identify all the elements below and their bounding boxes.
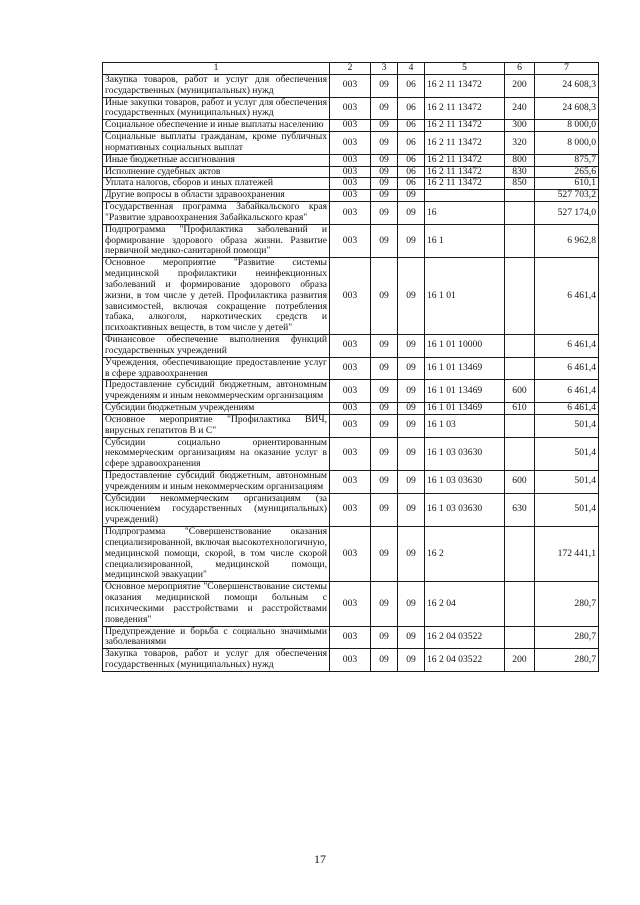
table-row — [103, 132, 599, 155]
header-cell: 4 — [398, 63, 425, 75]
table-row — [103, 380, 599, 403]
item-name-cell: Основное мероприятие "Развитие системы медицинской профилактики неинфекционных заболеваний и формирование здорового образа жизни, в том числе у детей. Профилактика развития зависимостей, включая сокращение потребления табака, алкоголя, наркотических средств и психоактивных веществ, в том числе у детей" — [103, 258, 330, 335]
amount-cell: 24 608,3 — [535, 75, 599, 98]
subsection-code-cell: 09 — [398, 335, 425, 358]
ministry-code-cell: 003 — [330, 649, 371, 672]
section-code-cell: 09 — [371, 97, 398, 120]
section-code-cell: 09 — [371, 224, 398, 257]
amount-cell: 6 461,4 — [535, 258, 599, 335]
table-row — [103, 357, 599, 380]
target-article-cell: 16 1 03 03630 — [425, 493, 505, 526]
table-row — [103, 166, 599, 178]
target-article-cell: 16 2 04 — [425, 582, 505, 626]
ministry-code-cell: 003 — [330, 190, 371, 202]
item-name-cell: Иные бюджетные ассигнования — [103, 154, 330, 166]
subsection-code-cell: 09 — [398, 190, 425, 202]
expense-type-cell: 630 — [505, 493, 535, 526]
expense-type-cell: 240 — [505, 97, 535, 120]
ministry-code-cell: 003 — [330, 414, 371, 437]
subsection-code-cell: 09 — [398, 258, 425, 335]
subsection-code-cell: 09 — [398, 626, 425, 649]
table-row — [103, 470, 599, 493]
section-code-cell: 09 — [371, 470, 398, 493]
item-name-cell: Подпрограмма "Совершенствование оказания специализированной, включая высокотехнологичную, медицинской помощи, скорой, в том числе скорой специализированной, медицинской помощи, медицинской эвакуации" — [103, 527, 330, 582]
header-cell: 2 — [330, 63, 371, 75]
item-name-cell: Социальные выплаты гражданам, кроме публичных нормативных социальных выплат — [103, 132, 330, 155]
target-article-cell: 16 2 11 13472 — [425, 154, 505, 166]
section-code-cell: 09 — [371, 403, 398, 415]
section-code-cell: 09 — [371, 357, 398, 380]
expense-type-cell — [505, 258, 535, 335]
subsection-code-cell: 09 — [398, 414, 425, 437]
table-row — [103, 75, 599, 98]
table-row — [103, 649, 599, 672]
amount-cell: 501,4 — [535, 470, 599, 493]
expense-type-cell: 830 — [505, 166, 535, 178]
target-article-cell: 16 1 01 13469 — [425, 380, 505, 403]
target-article-cell: 16 1 01 10000 — [425, 335, 505, 358]
expense-type-cell — [505, 335, 535, 358]
budget-table — [102, 62, 599, 672]
section-code-cell: 09 — [371, 154, 398, 166]
ministry-code-cell: 003 — [330, 380, 371, 403]
section-code-cell: 09 — [371, 120, 398, 132]
expense-type-cell: 610 — [505, 403, 535, 415]
amount-cell: 280,7 — [535, 582, 599, 626]
item-name-cell: Подпрограмма "Профилактика заболеваний и формирование здорового образа жизни. Развитие первичной медико-санитарной помощи" — [103, 224, 330, 257]
section-code-cell: 09 — [371, 527, 398, 582]
ministry-code-cell: 003 — [330, 403, 371, 415]
item-name-cell: Учреждения, обеспечивающие предоставление услуг в сфере здравоохранения — [103, 357, 330, 380]
target-article-cell: 16 2 11 13472 — [425, 132, 505, 155]
target-article-cell: 16 — [425, 202, 505, 225]
item-name-cell: Предоставление субсидий бюджетным, автономным учреждениям и иным некоммерческим организациям — [103, 380, 330, 403]
subsection-code-cell: 09 — [398, 202, 425, 225]
subsection-code-cell: 09 — [398, 527, 425, 582]
subsection-code-cell: 09 — [398, 357, 425, 380]
target-article-cell — [425, 190, 505, 202]
item-name-cell: Субсидии некоммерческим организациям (за исключением государственных (муниципальных) учреждений) — [103, 493, 330, 526]
table-row — [103, 154, 599, 166]
amount-cell: 501,4 — [535, 493, 599, 526]
table-row — [103, 335, 599, 358]
table-row — [103, 437, 599, 470]
ministry-code-cell: 003 — [330, 493, 371, 526]
item-name-cell: Социальное обеспечение и иные выплаты населению — [103, 120, 330, 132]
table-row — [103, 202, 599, 225]
item-name-cell: Основное мероприятие "Профилактика ВИЧ, вирусных гепатитов В и С" — [103, 414, 330, 437]
item-name-cell: Другие вопросы в области здравоохранения — [103, 190, 330, 202]
section-code-cell: 09 — [371, 132, 398, 155]
item-name-cell: Закупка товаров, работ и услуг для обеспечения государственных (муниципальных) нужд — [103, 75, 330, 98]
amount-cell: 527 703,2 — [535, 190, 599, 202]
expense-type-cell — [505, 437, 535, 470]
target-article-cell: 16 2 11 13472 — [425, 75, 505, 98]
item-name-cell: Закупка товаров, работ и услуг для обеспечения государственных (муниципальных) нужд — [103, 649, 330, 672]
expense-type-cell: 320 — [505, 132, 535, 155]
target-article-cell: 16 2 11 13472 — [425, 120, 505, 132]
ministry-code-cell: 003 — [330, 120, 371, 132]
expense-type-cell — [505, 414, 535, 437]
target-article-cell: 16 1 03 — [425, 414, 505, 437]
ministry-code-cell: 003 — [330, 154, 371, 166]
expense-type-cell — [505, 224, 535, 257]
expense-type-cell — [505, 582, 535, 626]
target-article-cell: 16 2 04 03522 — [425, 649, 505, 672]
target-article-cell: 16 2 11 13472 — [425, 166, 505, 178]
ministry-code-cell: 003 — [330, 582, 371, 626]
expense-type-cell: 600 — [505, 380, 535, 403]
page-number: 17 — [314, 852, 326, 866]
ministry-code-cell: 003 — [330, 166, 371, 178]
section-code-cell: 09 — [371, 414, 398, 437]
expense-type-cell — [505, 626, 535, 649]
amount-cell: 501,4 — [535, 437, 599, 470]
section-code-cell: 09 — [371, 493, 398, 526]
table-row — [103, 178, 599, 190]
section-code-cell: 09 — [371, 75, 398, 98]
amount-cell: 280,7 — [535, 626, 599, 649]
ministry-code-cell: 003 — [330, 470, 371, 493]
table-body — [103, 75, 599, 672]
subsection-code-cell: 06 — [398, 154, 425, 166]
table-row — [103, 403, 599, 415]
ministry-code-cell: 003 — [330, 224, 371, 257]
item-name-cell: Субсидии бюджетным учреждениям — [103, 403, 330, 415]
expense-type-cell: 300 — [505, 120, 535, 132]
table-row — [103, 97, 599, 120]
item-name-cell: Основное мероприятие "Совершенствование системы оказания медицинской помощи больным с психическими расстройствами и расстройствами поведения" — [103, 582, 330, 626]
section-code-cell: 09 — [371, 258, 398, 335]
section-code-cell: 09 — [371, 166, 398, 178]
table-header-row — [103, 63, 599, 75]
section-code-cell: 09 — [371, 649, 398, 672]
ministry-code-cell: 003 — [330, 132, 371, 155]
subsection-code-cell: 09 — [398, 380, 425, 403]
ministry-code-cell: 003 — [330, 357, 371, 380]
target-article-cell: 16 1 01 13469 — [425, 403, 505, 415]
amount-cell: 6 461,4 — [535, 380, 599, 403]
subsection-code-cell: 09 — [398, 493, 425, 526]
table-row — [103, 190, 599, 202]
ministry-code-cell: 003 — [330, 202, 371, 225]
section-code-cell: 09 — [371, 437, 398, 470]
expense-type-cell: 600 — [505, 470, 535, 493]
expense-type-cell: 200 — [505, 75, 535, 98]
header-cell: 5 — [425, 63, 505, 75]
ministry-code-cell: 003 — [330, 97, 371, 120]
amount-cell: 172 441,1 — [535, 527, 599, 582]
subsection-code-cell: 09 — [398, 403, 425, 415]
table-row — [103, 120, 599, 132]
subsection-code-cell: 06 — [398, 178, 425, 190]
subsection-code-cell: 09 — [398, 224, 425, 257]
subsection-code-cell: 09 — [398, 470, 425, 493]
header-cell: 3 — [371, 63, 398, 75]
ministry-code-cell: 003 — [330, 527, 371, 582]
target-article-cell: 16 1 03 03630 — [425, 470, 505, 493]
expense-type-cell — [505, 357, 535, 380]
target-article-cell: 16 2 — [425, 527, 505, 582]
expense-type-cell — [505, 190, 535, 202]
section-code-cell: 09 — [371, 202, 398, 225]
ministry-code-cell: 003 — [330, 178, 371, 190]
section-code-cell: 09 — [371, 626, 398, 649]
target-article-cell: 16 1 01 — [425, 258, 505, 335]
target-article-cell: 16 2 11 13472 — [425, 178, 505, 190]
table-row — [103, 258, 599, 335]
amount-cell: 8 000,0 — [535, 120, 599, 132]
subsection-code-cell: 09 — [398, 582, 425, 626]
ministry-code-cell: 003 — [330, 626, 371, 649]
header-cell: 6 — [505, 63, 535, 75]
ministry-code-cell: 003 — [330, 335, 371, 358]
amount-cell: 280,7 — [535, 649, 599, 672]
table-row — [103, 527, 599, 582]
amount-cell: 610,1 — [535, 178, 599, 190]
subsection-code-cell: 06 — [398, 75, 425, 98]
amount-cell: 6 461,4 — [535, 357, 599, 380]
item-name-cell: Финансовое обеспечение выполнения функций государственных учреждений — [103, 335, 330, 358]
subsection-code-cell: 06 — [398, 97, 425, 120]
section-code-cell: 09 — [371, 380, 398, 403]
expense-type-cell — [505, 202, 535, 225]
amount-cell: 6 461,4 — [535, 403, 599, 415]
amount-cell: 527 174,0 — [535, 202, 599, 225]
item-name-cell: Предоставление субсидий бюджетным, автономным учреждениям и иным некоммерческим организациям — [103, 470, 330, 493]
item-name-cell: Государственная программа Забайкальского края "Развитие здравоохранения Забайкальского края" — [103, 202, 330, 225]
amount-cell: 8 000,0 — [535, 132, 599, 155]
item-name-cell: Предупреждение и борьба с социально значимыми заболеваниями — [103, 626, 330, 649]
item-name-cell: Субсидии социально ориентированным некоммерческим организациям на оказание услуг в сфере здравоохранения — [103, 437, 330, 470]
item-name-cell: Уплата налогов, сборов и иных платежей — [103, 178, 330, 190]
item-name-cell: Иные закупки товаров, работ и услуг для обеспечения государственных (муниципальных) нужд — [103, 97, 330, 120]
target-article-cell: 16 1 — [425, 224, 505, 257]
amount-cell: 6 461,4 — [535, 335, 599, 358]
header-cell: 7 — [535, 63, 599, 75]
item-name-cell: Исполнение судебных актов — [103, 166, 330, 178]
ministry-code-cell: 003 — [330, 258, 371, 335]
target-article-cell: 16 1 01 13469 — [425, 357, 505, 380]
amount-cell: 6 962,8 — [535, 224, 599, 257]
ministry-code-cell: 003 — [330, 75, 371, 98]
table-row — [103, 414, 599, 437]
amount-cell: 265,6 — [535, 166, 599, 178]
amount-cell: 875,7 — [535, 154, 599, 166]
section-code-cell: 09 — [371, 582, 398, 626]
section-code-cell: 09 — [371, 190, 398, 202]
expense-type-cell — [505, 527, 535, 582]
section-code-cell: 09 — [371, 178, 398, 190]
table-row — [103, 626, 599, 649]
subsection-code-cell: 06 — [398, 166, 425, 178]
table-row — [103, 493, 599, 526]
target-article-cell: 16 2 11 13472 — [425, 97, 505, 120]
table-row — [103, 224, 599, 257]
amount-cell: 501,4 — [535, 414, 599, 437]
target-article-cell: 16 1 03 03630 — [425, 437, 505, 470]
subsection-code-cell: 06 — [398, 132, 425, 155]
section-code-cell: 09 — [371, 335, 398, 358]
target-article-cell: 16 2 04 03522 — [425, 626, 505, 649]
subsection-code-cell: 09 — [398, 437, 425, 470]
subsection-code-cell: 09 — [398, 649, 425, 672]
ministry-code-cell: 003 — [330, 437, 371, 470]
expense-type-cell: 850 — [505, 178, 535, 190]
header-cell: 1 — [103, 63, 330, 75]
amount-cell: 24 608,3 — [535, 97, 599, 120]
expense-type-cell: 200 — [505, 649, 535, 672]
subsection-code-cell: 06 — [398, 120, 425, 132]
expense-type-cell: 800 — [505, 154, 535, 166]
table-row — [103, 582, 599, 626]
